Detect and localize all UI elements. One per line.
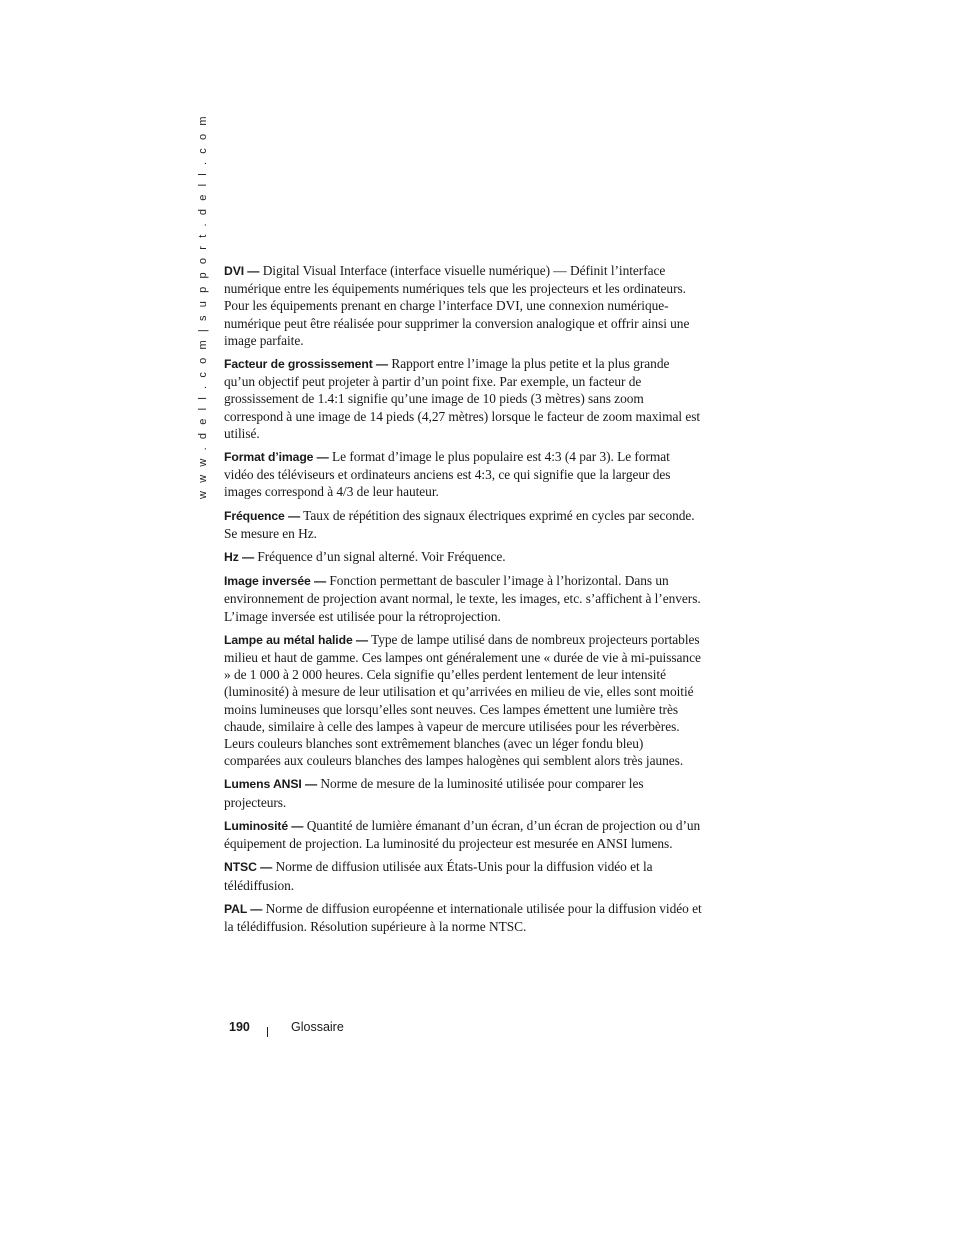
glossary-term: Hz — <box>224 550 255 565</box>
glossary-definition: Norme de diffusion utilisée aux États-Unis pour la diffusion vidéo et la télédiffusion. <box>224 859 653 893</box>
glossary-definition: Digital Visual Interface (interface visuelle numérique) — Définit l’interface numérique entre les équipements numériques tels que les projecteurs et les ordinateurs. Pour les équipements prenant en charge l’interface DVI, une connexion numérique-numérique peut être réalisée pour supprimer la conversion analogique et offrir ainsi une image parfaite. <box>224 263 690 348</box>
footer-divider <box>267 1027 268 1037</box>
glossary-definition: Le format d’image le plus populaire est 4:3 (4 par 3). Le format vidéo des téléviseurs et ordinateurs anciens est 4:3, ce qui signifie que la largeur des images correspond à 4/3 de leur hauteur. <box>224 449 671 500</box>
glossary-term: DVI — <box>224 264 260 278</box>
glossary-term: Lampe au métal halide — <box>224 632 368 647</box>
page-number: 190 <box>229 1020 250 1034</box>
glossary-entry-lumens-ansi <box>224 775 702 810</box>
glossary-term: Facteur de grossissement — <box>224 357 389 372</box>
glossary-entry-dvi <box>224 262 702 349</box>
glossary-definition: Rapport entre l’image la plus petite et la plus grande qu’un objectif peut projeter à partir d’un point fixe. Par exemple, un facteur de grossissement de 1.4:1 signifie qu’une image de 10 pieds (3 mètres) sans zoom correspond à une image de 14 pieds (4,27 mètres) lorsque le facteur de zoom maximal est utilisé. <box>224 356 701 441</box>
glossary-term: Image inversée — <box>224 574 327 589</box>
glossary-term: Lumens ANSI — <box>224 777 318 792</box>
glossary-entry-facteur-de-grossissement <box>224 355 702 442</box>
glossary-term: Format d’image — <box>224 450 329 465</box>
glossary-entry-ntsc <box>224 858 702 893</box>
side-url-text: w w w . d e l l . c o m | s u p p o r t . d e l l . c o m <box>197 113 209 499</box>
glossary-entry-frequence <box>224 507 702 542</box>
glossary-definition: Taux de répétition des signaux électriques exprimé en cycles par seconde. Se mesure en Hz. <box>224 507 695 541</box>
glossary-definition: Norme de mesure de la luminosité utilisée pour comparer les projecteurs. <box>224 776 644 810</box>
glossary-term: Luminosité — <box>224 818 304 833</box>
glossary-entry-luminosite <box>224 817 702 852</box>
glossary-term: NTSC — <box>224 860 273 875</box>
glossary-term: Fréquence — <box>224 508 301 523</box>
glossary-definition: Fonction permettant de basculer l’image à l’horizontal. Dans un environnement de projection avant normal, le texte, les images, etc. s’affichent à l’envers. L’image inversée est utilisée pour la rétroprojection. <box>224 573 701 624</box>
glossary-entry-format-d-image <box>224 448 702 501</box>
glossary-content <box>224 262 702 941</box>
glossary-definition: Type de lampe utilisé dans de nombreux projecteurs portables milieu et haut de gamme. Ces lampes ont généralement une « durée de vie à mi-puissance » de 1 000 à 2 000 heures. Cela signifie qu’elles perdent lentement de leur intensité (luminosité) à mesure de leur utilisation et qu’arrivées en milieu de vie, elles sont moitié moins lumineuses que lorsqu’elles sont neuves. Ces lampes émettent une lumière très chaude, similaire à celle des lampes à vapeur de mercure utilisées pour les réverbères. Leurs couleurs blanches sont extrêmement blanches (avec un léger fondu bleu) comparées aux couleurs blanches des lampes halogènes qui semblent alors très jaunes. <box>224 631 701 769</box>
glossary-definition: Quantité de lumière émanant d’un écran, d’un écran de projection ou d’un équipement de projection. La luminosité du projecteur est mesurée en ANSI lumens. <box>224 817 701 852</box>
glossary-entry-hz <box>224 548 702 566</box>
glossary-entry-pal <box>224 900 702 935</box>
glossary-definition: Fréquence d’un signal alterné. Voir Fréquence. <box>254 549 506 565</box>
glossary-term: PAL — <box>224 901 263 916</box>
glossary-entry-lampe-au-metal-halide <box>224 631 702 770</box>
section-name: Glossaire <box>291 1020 344 1034</box>
glossary-definition: Norme de diffusion européenne et internationale utilisée pour la diffusion vidéo et la télédiffusion. Résolution supérieure à la norme NTSC. <box>224 900 702 934</box>
glossary-entry-image-inversee <box>224 572 702 625</box>
